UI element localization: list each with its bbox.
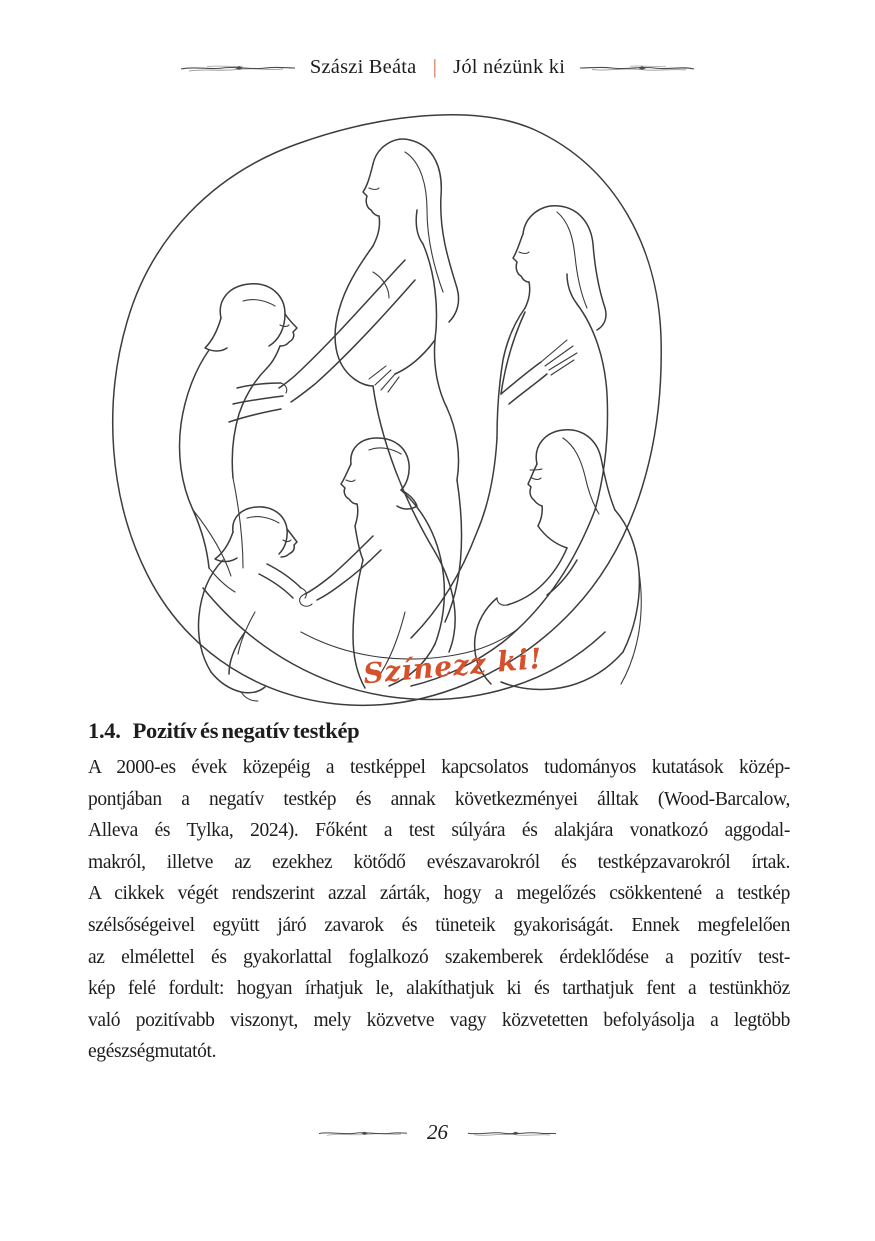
section-heading: [88, 718, 790, 744]
body-text-line: az elmélettel és gyakorlattal foglalkozó szakemberek érdeklődése a pozitív test-: [88, 946, 790, 968]
page-number: 26: [427, 1120, 448, 1144]
running-head: [0, 56, 875, 79]
title-separator: |: [432, 56, 438, 78]
scribble-divider-icon: [317, 1127, 409, 1139]
body-paragraph: [88, 752, 790, 1068]
author-name: Szászi Beáta: [309, 56, 417, 78]
figure-mother: [300, 438, 445, 688]
section-title: Pozitív és negatív testkép: [132, 718, 360, 743]
figure-pregnant-woman: [279, 139, 461, 652]
figure-woman-reaching: [180, 284, 298, 592]
book-title: Jól nézünk ki: [453, 56, 566, 78]
coloring-caption: Színezz ki!: [361, 641, 544, 691]
page-footer: [0, 1120, 875, 1145]
circle-outline: [113, 115, 661, 706]
body-text-line: A cikkek végét rendszerint azzal zárták, hogy a megelőzés csökkentené a testkép: [88, 883, 790, 905]
body-text-line: A 2000-es évek közepéig a testképpel kapcsolatos tudományos kutatások közép-: [88, 757, 790, 778]
scribble-divider-icon: [466, 1127, 558, 1139]
body-text-line: makról, illetve az ezekhez kötődő evészavarokról és testképzavarokról írtak.: [88, 851, 790, 873]
body-text-line: való pozitívabb viszonyt, mely közvetve vagy közvetetten befolyásolja a legtöbb: [88, 1009, 790, 1031]
coloring-illustration: [105, 112, 665, 712]
body-text-line: szélsőségeivel együtt járó zavarok és tüneteik gyakoriságát. Ennek megfelelően: [88, 914, 790, 936]
body-text-line: kép felé fordult: hogyan írhatjuk le, alakíthatjuk ki és tarthatjuk fent a testünkhöz: [88, 978, 790, 1000]
scribble-divider-icon: [179, 61, 297, 75]
figure-child: [199, 507, 307, 701]
body-text-line: pontjában a negatív testkép és annak következményei álltak (Wood-Barcalow,: [88, 788, 790, 810]
figure-woman-hand-on-chest: [411, 206, 608, 686]
body-text-line: egészségmutatót.: [88, 1041, 217, 1063]
section-1-4: [88, 718, 790, 1068]
section-number: 1.4.: [88, 718, 121, 743]
body-text-line: Alleva és Tylka, 2024). Főként a test súlyára és alakjára vonatkozó aggodal-: [88, 820, 790, 842]
scribble-divider-icon: [578, 61, 696, 75]
